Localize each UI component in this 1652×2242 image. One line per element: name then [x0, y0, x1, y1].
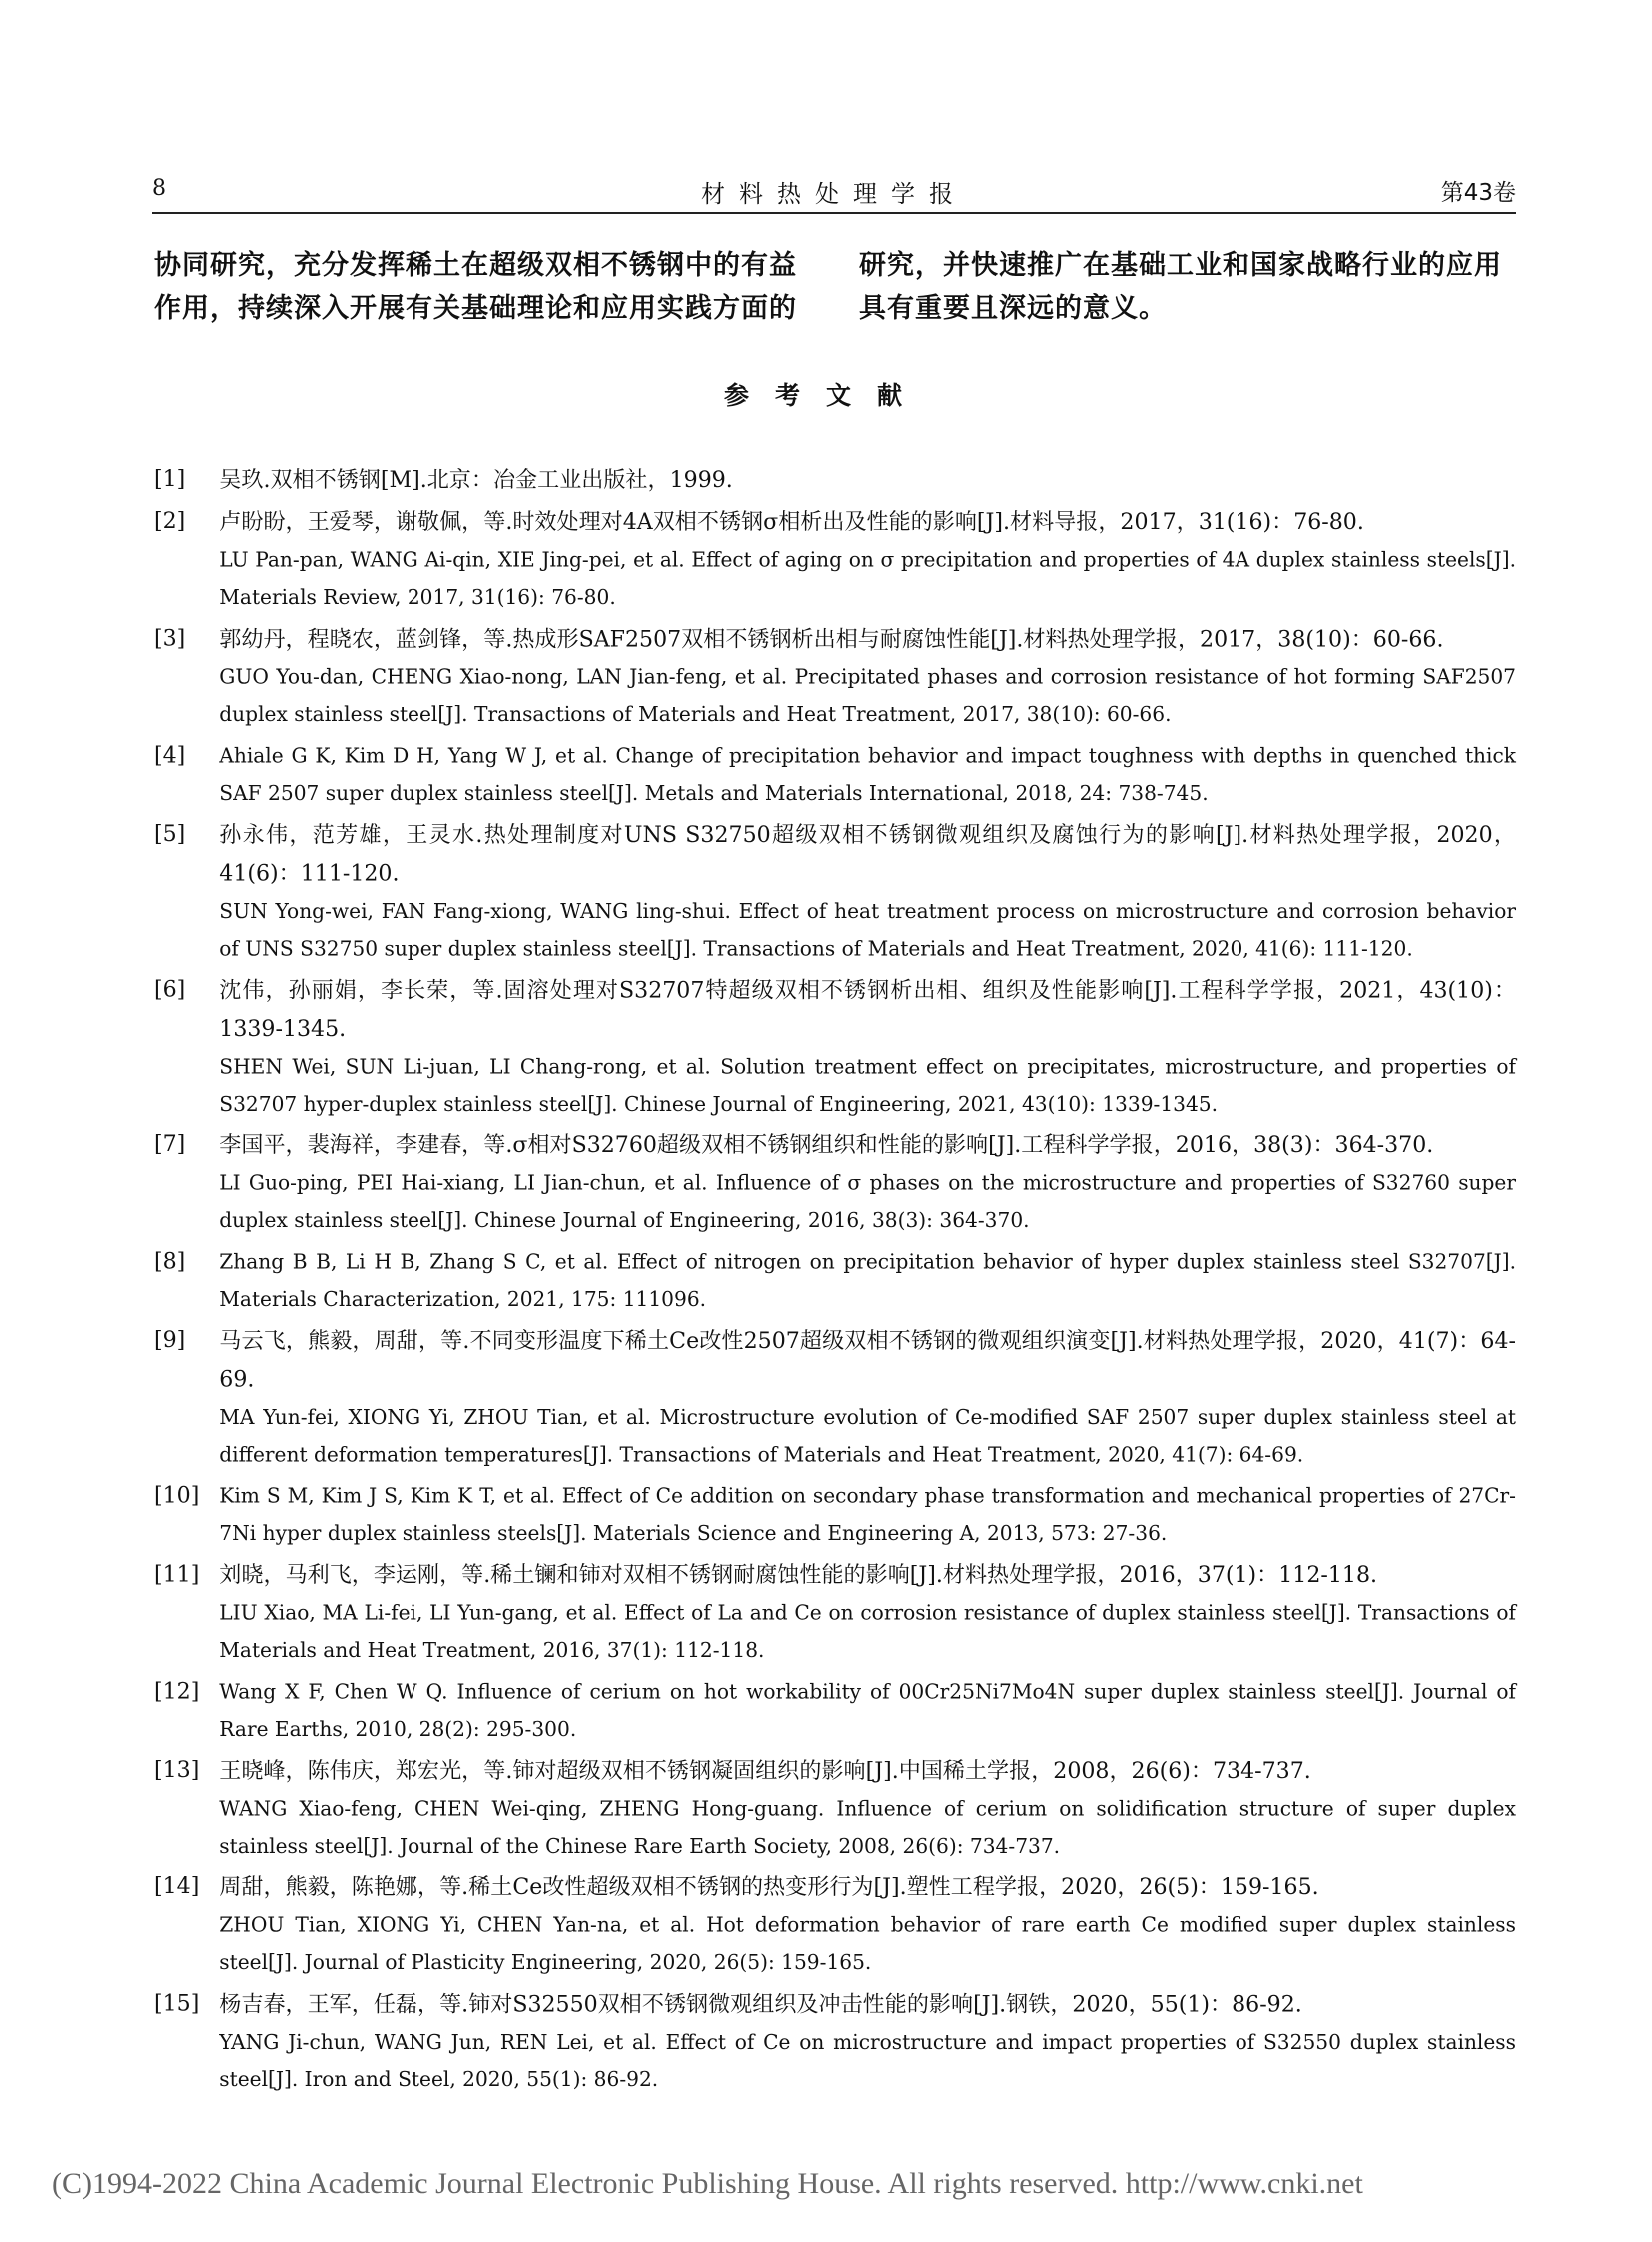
reference-number: [2]: [154, 509, 186, 534]
reference-item: [154, 1322, 1516, 1474]
reference-text-chinese: 郭幼丹，程晓农，蓝剑锋，等.热成形SAF2507双相不锈钢析出相与耐腐蚀性能[J].材料热处理学报，2017，38(10)：60-66.: [219, 627, 1444, 653]
reference-text-chinese: 孙永伟，范芳雄，王灵水.热处理制度对UNS S32750超级双相不锈钢微观组织及腐蚀行为的影响[J].材料热处理学报，2020，41(6)：111-120.: [219, 822, 1516, 887]
volume-label: 第43卷: [1440, 180, 1516, 206]
reference-text-chinese: 沈伟，孙丽娟，李长荣，等.固溶处理对S32707特超级双相不锈钢析出相、组织及性能影响[J].工程科学学报，2021，43(10)：1339-1345.: [219, 978, 1516, 1042]
reference-number: [6]: [154, 977, 186, 1003]
page-number: 8: [152, 176, 166, 201]
reference-text-chinese: 马云飞，熊毅，周甜，等.不同变形温度下稀土Ce改性2507超级双相不锈钢的微观组织演变[J].材料热处理学报，2020，41(7)：64-69.: [219, 1328, 1516, 1393]
reference-number: [3]: [154, 626, 186, 652]
reference-text-english: LIU Xiao, MA Li-fei, LI Yun-gang, et al. Effect of La and Ce on corrosion resistance of duplex stainless steel[J]. Transactions of Materials and Heat Treatment, 2016, 37(1): 112-118.: [219, 1601, 1516, 1662]
reference-number: [7]: [154, 1132, 186, 1157]
reference-number: [15]: [154, 1991, 200, 2017]
reference-number: [12]: [154, 1679, 200, 1705]
reference-text-english: WANG Xiao-feng, CHEN Wei-qing, ZHENG Hong-guang. Influence of cerium on solidification structure of super duplex stainless steel[J]. Journal of the Chinese Rare Earth Society, 2008, 26(6): 734-737.: [219, 1797, 1516, 1858]
reference-number: [8]: [154, 1249, 186, 1275]
reference-item: [154, 1752, 1516, 1865]
references-heading: 参考文献: [723, 381, 928, 410]
copyright-footer: (C)1994-2022 China Academic Journal Electronic Publishing House. All rights reserved. http://www.cnki.net: [52, 2167, 1363, 2200]
reference-text-english: SHEN Wei, SUN Li-juan, LI Chang-rong, et al. Solution treatment effect on precipitates, microstructure, and properties of S32707 hyper-duplex stainless steel[J]. Chinese Journal of Engineering, 2021, 43(10): 1339-1345.: [219, 1055, 1516, 1116]
reference-text-chinese: 卢盼盼，王爱琴，谢敬佩，等.时效处理对4A双相不锈钢σ相析出及性能的影响[J].材料导报，2017，31(16)：76-80.: [219, 509, 1364, 535]
reference-number: [9]: [154, 1327, 186, 1353]
reference-number: [5]: [154, 821, 186, 847]
reference-text-english: MA Yun-fei, XIONG Yi, ZHOU Tian, et al. Microstructure evolution of Ce-modified SAF 2507 super duplex stainless steel at different deformation temperatures[J]. Transactions of Materials and Heat Treatment, 2020, 41(7): 64-69.: [219, 1405, 1516, 1467]
reference-text-chinese: 李国平，裴海祥，李建春，等.σ相对S32760超级双相不锈钢组织和性能的影响[J].工程科学学报，2016，38(3)：364-370.: [219, 1132, 1434, 1158]
reference-item: [154, 737, 1516, 812]
reference-text-chinese: 吴玖.双相不锈钢[M].北京：冶金工业出版社，1999.: [219, 467, 733, 493]
reference-text-chinese: 周甜，熊毅，陈艳娜，等.稀土Ce改性超级双相不锈钢的热变形行为[J].塑性工程学报，2020，26(5)：159-165.: [219, 1875, 1319, 1900]
body-text-left-column: 协同研究，充分发挥稀土在超级双相不锈钢中的有益作用，持续深入开展有关基础理论和应用实践方面的: [154, 250, 797, 324]
reference-text-english: LU Pan-pan, WANG Ai-qin, XIE Jing-pei, et al. Effect of aging on σ precipitation and properties of 4A duplex stainless steels[J]. Materials Review, 2017, 31(16): 76-80.: [219, 548, 1516, 609]
reference-text-english: Ahiale G K, Kim D H, Yang W J, et al. Change of precipitation behavior and impact toughness with depths in quenched thick SAF 2507 super duplex stainless steel[J]. Metals and Materials International, 2018, 24: 738-745.: [219, 744, 1516, 805]
reference-item: [154, 620, 1516, 733]
reference-number: [4]: [154, 743, 186, 769]
reference-item: [154, 1478, 1516, 1553]
reference-text-english: LI Guo-ping, PEI Hai-xiang, LI Jian-chun, et al. Influence of σ phases on the microstructure and properties of S32760 super duplex stainless steel[J]. Chinese Journal of Engineering, 2016, 38(3): 364-370.: [219, 1171, 1516, 1232]
reference-text-english: Wang X F, Chen W Q. Influence of cerium on hot workability of 00Cr25Ni7Mo4N super duplex stainless steel[J]. Journal of Rare Earths, 2010, 28(2): 295-300.: [219, 1680, 1516, 1741]
page-header: [152, 172, 1516, 212]
reference-item: [154, 1985, 1516, 2098]
reference-number: [10]: [154, 1483, 200, 1509]
reference-text-english: SUN Yong-wei, FAN Fang-xiong, WANG ling-shui. Effect of heat treatment process on microstructure and corrosion behavior of UNS S32750 super duplex stainless steel[J]. Transactions of Materials and Heat Treatment, 2020, 41(6): 111-120.: [219, 899, 1516, 961]
header-rule: [152, 212, 1516, 214]
body-text-right-column: 研究，并快速推广在基础工业和国家战略行业的应用具有重要且深远的意义。: [859, 250, 1502, 324]
reference-text-english: ZHOU Tian, XIONG Yi, CHEN Yan-na, et al. Hot deformation behavior of rare earth Ce modified super duplex stainless steel[J]. Journal of Plasticity Engineering, 2020, 26(5): 159-165.: [219, 1913, 1516, 1974]
reference-item: [154, 1556, 1516, 1669]
reference-text-english: Zhang B B, Li H B, Zhang S C, et al. Effect of nitrogen on precipitation behavior of hyper duplex stainless steel S32707[J]. Materials Characterization, 2021, 175: 111096.: [219, 1250, 1516, 1311]
reference-item: [154, 972, 1516, 1123]
reference-text-english: GUO You-dan, CHENG Xiao-nong, LAN Jian-feng, et al. Precipitated phases and corrosion resistance of hot forming SAF2507 duplex stainless steel[J]. Transactions of Materials and Heat Treatment, 2017, 38(10): 60-66.: [219, 665, 1516, 726]
reference-text-chinese: 刘晓，马利飞，李运刚，等.稀土镧和铈对双相不锈钢耐腐蚀性能的影响[J].材料热处理学报，2016，37(1)：112-118.: [219, 1563, 1378, 1588]
reference-number: [11]: [154, 1562, 200, 1588]
reference-item: [154, 1673, 1516, 1748]
reference-item: [154, 1243, 1516, 1318]
reference-number: [14]: [154, 1874, 200, 1899]
reference-number: [13]: [154, 1757, 200, 1783]
journal-title: 材料热处理学报: [701, 180, 967, 208]
reference-text-chinese: 杨吉春，王军，任磊，等.铈对S32550双相不锈钢微观组织及冲击性能的影响[J].钢铁，2020，55(1)：86-92.: [219, 1992, 1302, 2018]
reference-item: [154, 461, 1516, 499]
reference-item: [154, 1126, 1516, 1239]
reference-list: [154, 461, 1516, 2103]
reference-text-chinese: 王晓峰，陈伟庆，郑宏光，等.铈对超级双相不锈钢凝固组织的影响[J].中国稀土学报，2008，26(6)：734-737.: [219, 1758, 1311, 1784]
reference-item: [154, 1868, 1516, 1981]
reference-item: [154, 503, 1516, 616]
reference-text-english: Kim S M, Kim J S, Kim K T, et al. Effect of Ce addition on secondary phase transformation and mechanical properties of 27Cr-7Ni hyper duplex stainless steels[J]. Materials Science and Engineering A, 2013, 573: 27-36.: [219, 1484, 1516, 1545]
reference-text-english: YANG Ji-chun, WANG Jun, REN Lei, et al. Effect of Ce on microstructure and impact properties of S32550 duplex stainless steel[J]. Iron and Steel, 2020, 55(1): 86-92.: [219, 2030, 1516, 2091]
reference-number: [1]: [154, 466, 186, 492]
reference-item: [154, 816, 1516, 968]
